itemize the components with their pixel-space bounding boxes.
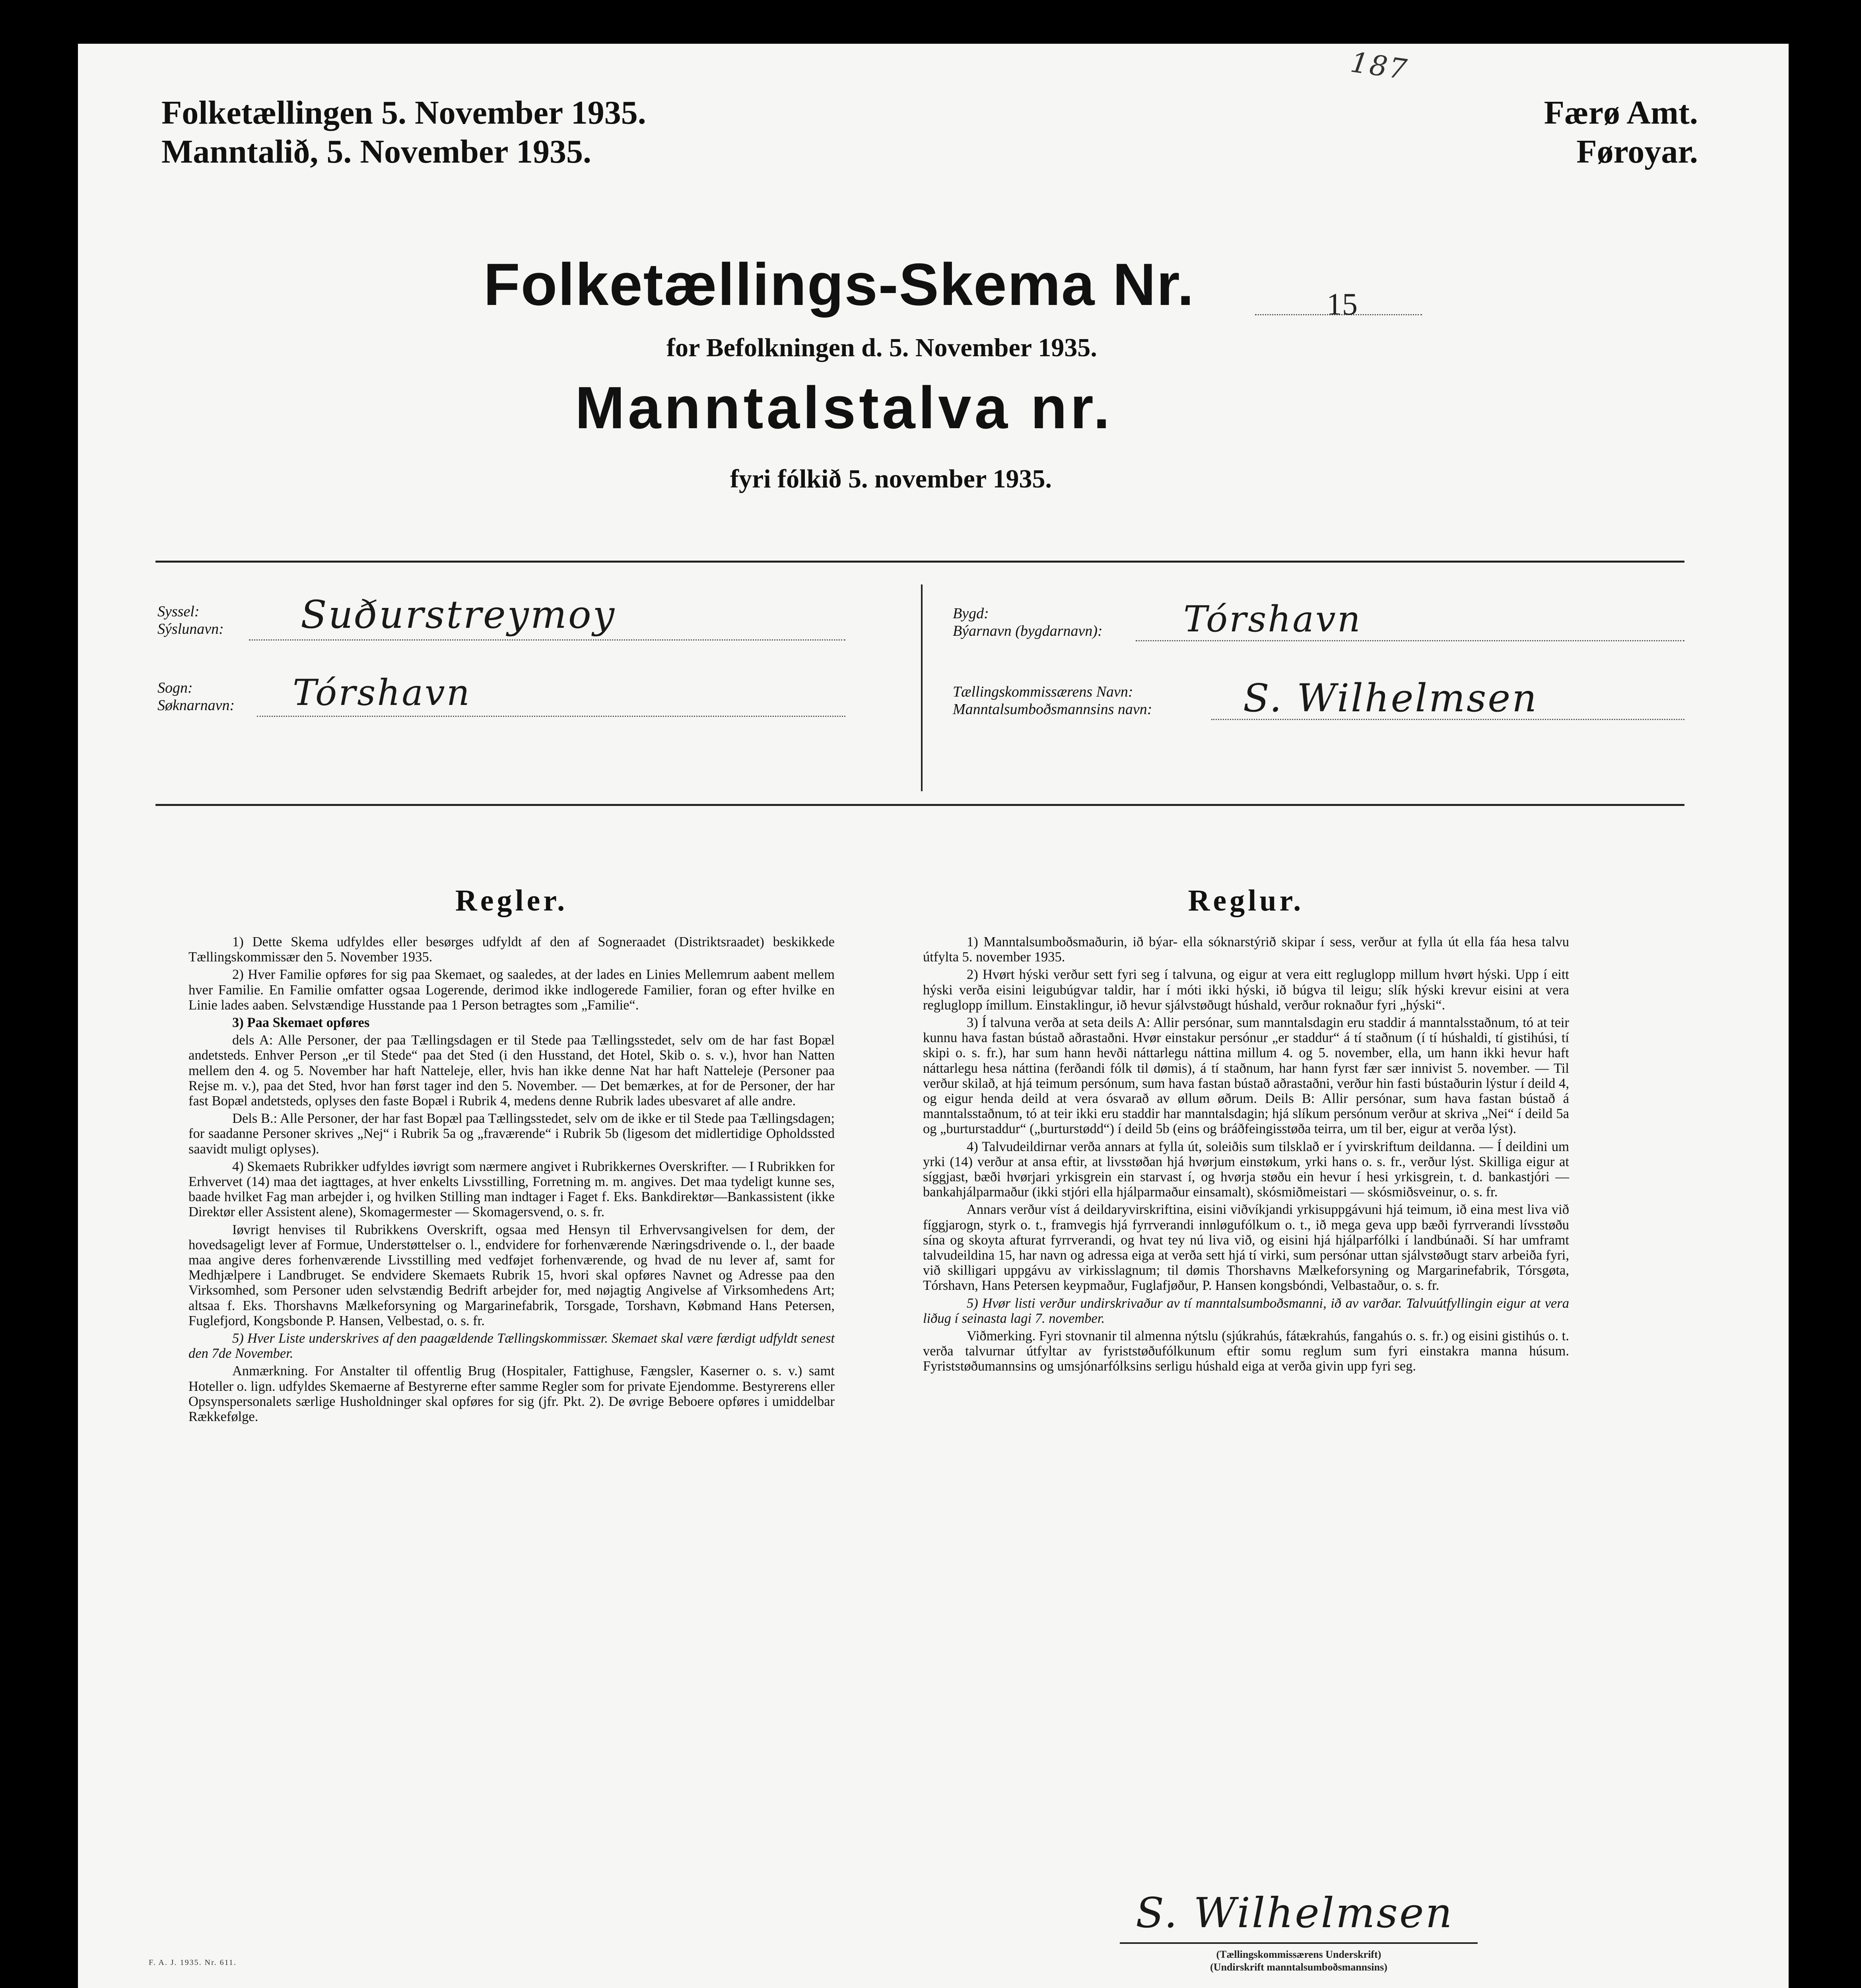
regler-paragraph: 5) Hver Liste underskrives af den paagældende Tællingskommissær. Skemaet skal være færdigt udfyldt senest den 7de November. <box>188 1331 835 1361</box>
signature-value: S. Wilhelmsen <box>1136 1889 1454 1937</box>
sogn-line <box>257 716 845 717</box>
bygd-label <box>953 605 1103 640</box>
signature-line <box>1120 1942 1478 1944</box>
kommissaer-label-da: Tællingskommissærens Navn: <box>953 683 1133 700</box>
title-main-fo: Manntalstalva nr. <box>575 374 1113 441</box>
regler-column <box>188 883 835 1427</box>
signature-caption-fo: (Undirskrift manntalsumboðsmannsins) <box>1210 1961 1387 1973</box>
regler-paragraph: 3) Paa Skemaet opføres <box>232 1015 370 1031</box>
kommissaer-value: S. Wilhelmsen <box>1243 676 1539 720</box>
bygd-value: Tórshavn <box>1183 598 1362 640</box>
reglur-paragraph: 2) Hvørt hýski verður sett fyri seg í talvuna, og eigur at vera eitt regluglopp millum hvørt hýski. Upp í eitt hýski verða eisini leigubúgvar taldir, har í móti ikki hýski, ið búgva til leigu; slík hýski krevur eisini at vera regluglopp ímillum. Einstaklingur, ið hevur sjálvstøðugt húshald, verður roknaður fyri „hýski“. <box>923 967 1569 1013</box>
reglur-paragraph: Viðmerking. Fyri stovnanir til almenna nýtslu (sjúkrahús, fátækrahús, fangahús o. s. fr.) og eisini gistihús o. t. verða talvurnar útfyltar av fyriststøðufólkunum eftir somu reglum sum fyri einstakra manna húsum. Fyriststøðumannsins og umsjónarfólksins serligu húshald eiga at verða givin upp fyri seg. <box>923 1328 1569 1374</box>
kommissaer-label <box>953 683 1152 718</box>
sogn-label-da: Sogn: <box>157 679 193 696</box>
reglur-heading: Reglur. <box>1188 884 1304 917</box>
regler-paragraph: Dels B.: Alle Personer, der har fast Bopæl paa Tællingsstedet, selv om de ikke er til Stede paa Tællingsdagen; for saadanne Personer skrives „Nej“ i Rubrik 5a og „fraværende“ i Rubrik 5b (ligesom det midlertidige Opholdssted saavidt muligt oplyses). <box>188 1111 835 1157</box>
header-left <box>161 93 646 171</box>
syssel-line <box>249 639 845 641</box>
header-left-line2: Manntalið, 5. November 1935. <box>161 133 592 170</box>
reglur-paragraph: 5) Hvør listi verður undirskrivaður av tí manntalsumboðsmanni, ið av varðar. Talvuútfyllingin eigur at vera liðug í seinasta lagi 7. november. <box>923 1295 1569 1326</box>
reglur-paragraph: 4) Talvudeildirnar verða annars at fylla út, soleiðis sum tilsklað er í yvirskriftum deildanna. — Í deildini um yrki (14) verður at ansa eftir, at livsstøðan hjá hvørjum einstøkum, yrki hans o. s. fr., verður lýst. Skilliga eigur at síggjast, bæði hvørjari yrkisgrein ein starvast í, og hvørja støðu ein hevur í hesi yrkisgrein, t. d. bankastjóri — bankahjálparmaður (ikki stjóri ella hjálparmaður einsamalt), skósmiðmeistari — skósmiðsveinur, o. s. fr. <box>923 1139 1569 1200</box>
sogn-value: Tórshavn <box>293 672 471 714</box>
title-sub-fo: fyri fólkið 5. november 1935. <box>730 464 1052 493</box>
sogn-label <box>157 679 235 714</box>
header-left-line1: Folketællingen 5. November 1935. <box>161 94 646 131</box>
sogn-label-fo: Søknarnavn: <box>157 697 235 714</box>
signature-caption-da: (Tællingskommissærens Underskrift) <box>1216 1949 1381 1960</box>
bygd-label-fo: Býarnavn (bygdarnavn): <box>953 623 1103 639</box>
header-right-line1: Færø Amt. <box>1544 94 1698 131</box>
field-box-bottom-rule <box>155 804 1684 806</box>
header-right <box>1544 93 1698 171</box>
corner-note: 187 <box>1348 46 1410 86</box>
syssel-label <box>157 603 224 638</box>
census-form-sheet <box>78 44 1789 1988</box>
regler-paragraph: 2) Hver Familie opføres for sig paa Skemaet, og saaledes, at der lades en Linies Mellemrum aabent mellem hver Familie. En Familie omfatter ogsaa Logerende, derimod ikke indlogerede Familier, foran og efter hvilke en Linie lades aaben. Selvstændige Husstande paa 1 Person betragtes som „Familie“. <box>188 967 835 1013</box>
printer-mark: F. A. J. 1935. Nr. 611. <box>149 1958 237 1967</box>
title-main-da: Folketællings-Skema Nr. <box>484 251 1195 318</box>
title-sub-da: for Befolkningen d. 5. November 1935. <box>666 333 1097 362</box>
regler-heading: Regler. <box>455 884 568 917</box>
field-box-divider <box>921 584 923 791</box>
bygd-line <box>1136 640 1684 641</box>
regler-paragraph: Iøvrigt henvises til Rubrikkens Overskrift, ogsaa med Hensyn til Erhvervsangivelsen for dem, der hovedsageligt lever af Formue, Understøttelser o. l., endvidere for forhenværende Næringsdrivende o. l., der baade maa angive deres forhenværende Livsstilling med vedføjet forhenværende, og hvad de nu lever af, samt for Medhjælpere i Landbruget. Se endvidere Skemaets Rubrik 15, hvori skal opføres Navnet og Adresse paa den Virksomhed, som Personer uden selvstændig Bedrift arbejder for, med nøjagtig Angivelse af Virksomhedens Art; altsaa f. Eks. Thorshavns Mælkeforsyning og Margarinefabrik, Torsgade, Torshavn, Købmand Hans Petersen, Fuglefjord, Kongsbonde P. Hansen, Velbestad, o. s. fr. <box>188 1222 835 1328</box>
regler-paragraph: dels A: Alle Personer, der paa Tællingsdagen er til Stede paa Tællingsstedet, selv om de har fast Bopæl andetsteds. Enhver Person „er til Stede“ paa det Sted (i den Husstand, det Hotel, Skib o. s. v.), hvor han Natten mellem den 4. og 5. November har haft Natteleje, eller, hvis han ikke denne Nat har haft Natteleje (Personer paa Rejse m. v.), paa det Sted, hvor han først tager ind den 5. November. — Det bemærkes, at for de Personer, der har fast Bopæl andetsteds, oplyses den faste Bopæl i Rubrik 4, medens denne Rubrik lades ubesvaret af alle andre. <box>188 1033 835 1109</box>
regler-paragraph: Anmærkning. For Anstalter til offentlig Brug (Hospitaler, Fattighuse, Fængsler, Kaserner o. s. v.) samt Hoteller o. lign. udfyldes Skemaerne af Bestyrerne efter samme Regler som for private Ejendomme. Bestyrerens eller Opsynspersonalets særlige Husholdninger skal opføres for sig (jfr. Pkt. 2). De øvrige Beboere opføres i umiddelbar Rækkefølge. <box>188 1363 835 1425</box>
reglur-paragraph: 3) Í talvuna verða at seta deils A: Allir persónar, sum manntalsdagin eru staddir á manntalsstaðnum, tó at teir kunnu hava fastan bústað aðrastaðni. Hvør einstakur persónur „er staddur“ á tí staðnum (í tí húshaldi, tí gistihúsi, tí skipi o. s. fr.), har sum hann hevði náttarlegu náttina millum 4. og 5. november, ella, um hann ikki hevur haft náttarlegu hesa náttina (ferðandi fólk til dømis), á tí staðnum, har hann fyrst fær sær innivist 5. november. — Til verður skilað, at hjá teimum persónum, sum hava fastan bústað aðrastaðni, verður hin fasti bústaðurin lýstur í deild 4, og eigur henda deild at vera ósvarað av øllum øðrum. Deils B: Allir persónar, sum hava fastan bústað á manntalsstaðnum, tó at teir ikki eru staddir har manntalsdagin; hjá slíkum persónum verður at skriva „Nei“ í deild 5a og „burturstaddur“ („burturstødd“) í deild 5b (eins og bráðfeingisstøða teirra, um til ber, eigur at verða lýst). <box>923 1015 1569 1137</box>
header-right-line2: Føroyar. <box>1576 133 1698 170</box>
reglur-paragraph: 1) Manntalsumboðsmaðurin, ið býar- ella sóknarstýrið skipar í sess, verður at fylla út ella fáa hesa talvu útfylta 5. november 1935. <box>923 934 1569 965</box>
title-number: 15 <box>1327 287 1358 321</box>
bygd-label-da: Bygd: <box>953 605 989 622</box>
syssel-label-fo: Sýslunavn: <box>157 621 224 637</box>
reglur-column <box>923 883 1569 1376</box>
syssel-label-da: Syssel: <box>157 603 200 620</box>
regler-paragraph: 1) Dette Skema udfyldes eller besørges udfyldt af den af Sogneraadet (Distriktsraadet) beskikkede Tællingskommissær den 5. November 1935. <box>188 934 835 965</box>
kommissaer-label-fo: Manntalsumboðsmannsins navn: <box>953 701 1152 718</box>
field-box-top-rule <box>155 561 1684 563</box>
signature-caption <box>1128 1948 1470 1974</box>
reglur-paragraph: Annars verður víst á deildaryvirskriftina, eisini viðvíkjandi yrkisuppgávuni hjá teimum, ið eina mest liva við fíggjarogn, styrk o. t., framvegis hjá fyrrverandi innløgufólkum o. t., ið mega geva upp bæði fyrrverandi lívsstøðu sína og skoyta afturat fyrrverandi, og hvat tey nú liva við, og eisini hjá hjálparfólki í landbúnaði. Sí har umframt talvudeildina 15, har navn og adressa eiga at verða sett hjá tí virki, sum persónar uttan sjálvstøðugt starv arbeiða fyri, við skilligari uppgávu av virkisslagnum; til dømis Thorshavns Mælkeforsyning og Margarinefabrik, Tórsgøta, Tórshavn, Hans Petersen keypmaður, Fuglafjøður, P. Hansen kongsbóndi, Velbastaður, o. s. fr. <box>923 1202 1569 1293</box>
regler-paragraph: 4) Skemaets Rubrikker udfyldes iøvrigt som nærmere angivet i Rubrikkernes Overskrifter. — I Rubrikken for Erhvervet (14) maa det iagttages, at hver enkelts Livsstilling, Forretning m. m. angives. Det maa tydeligt kunne ses, baade hvilket Fag man arbejder i, og hvilken Stilling man indtager i Faget f. Eks. Bankdirektør—Bankassistent (ikke Direktør eller Assistent alene), Skomagermester — Skomagersvend, o. s. fr. <box>188 1159 835 1220</box>
syssel-value: Suðurstreymoy <box>301 592 616 637</box>
